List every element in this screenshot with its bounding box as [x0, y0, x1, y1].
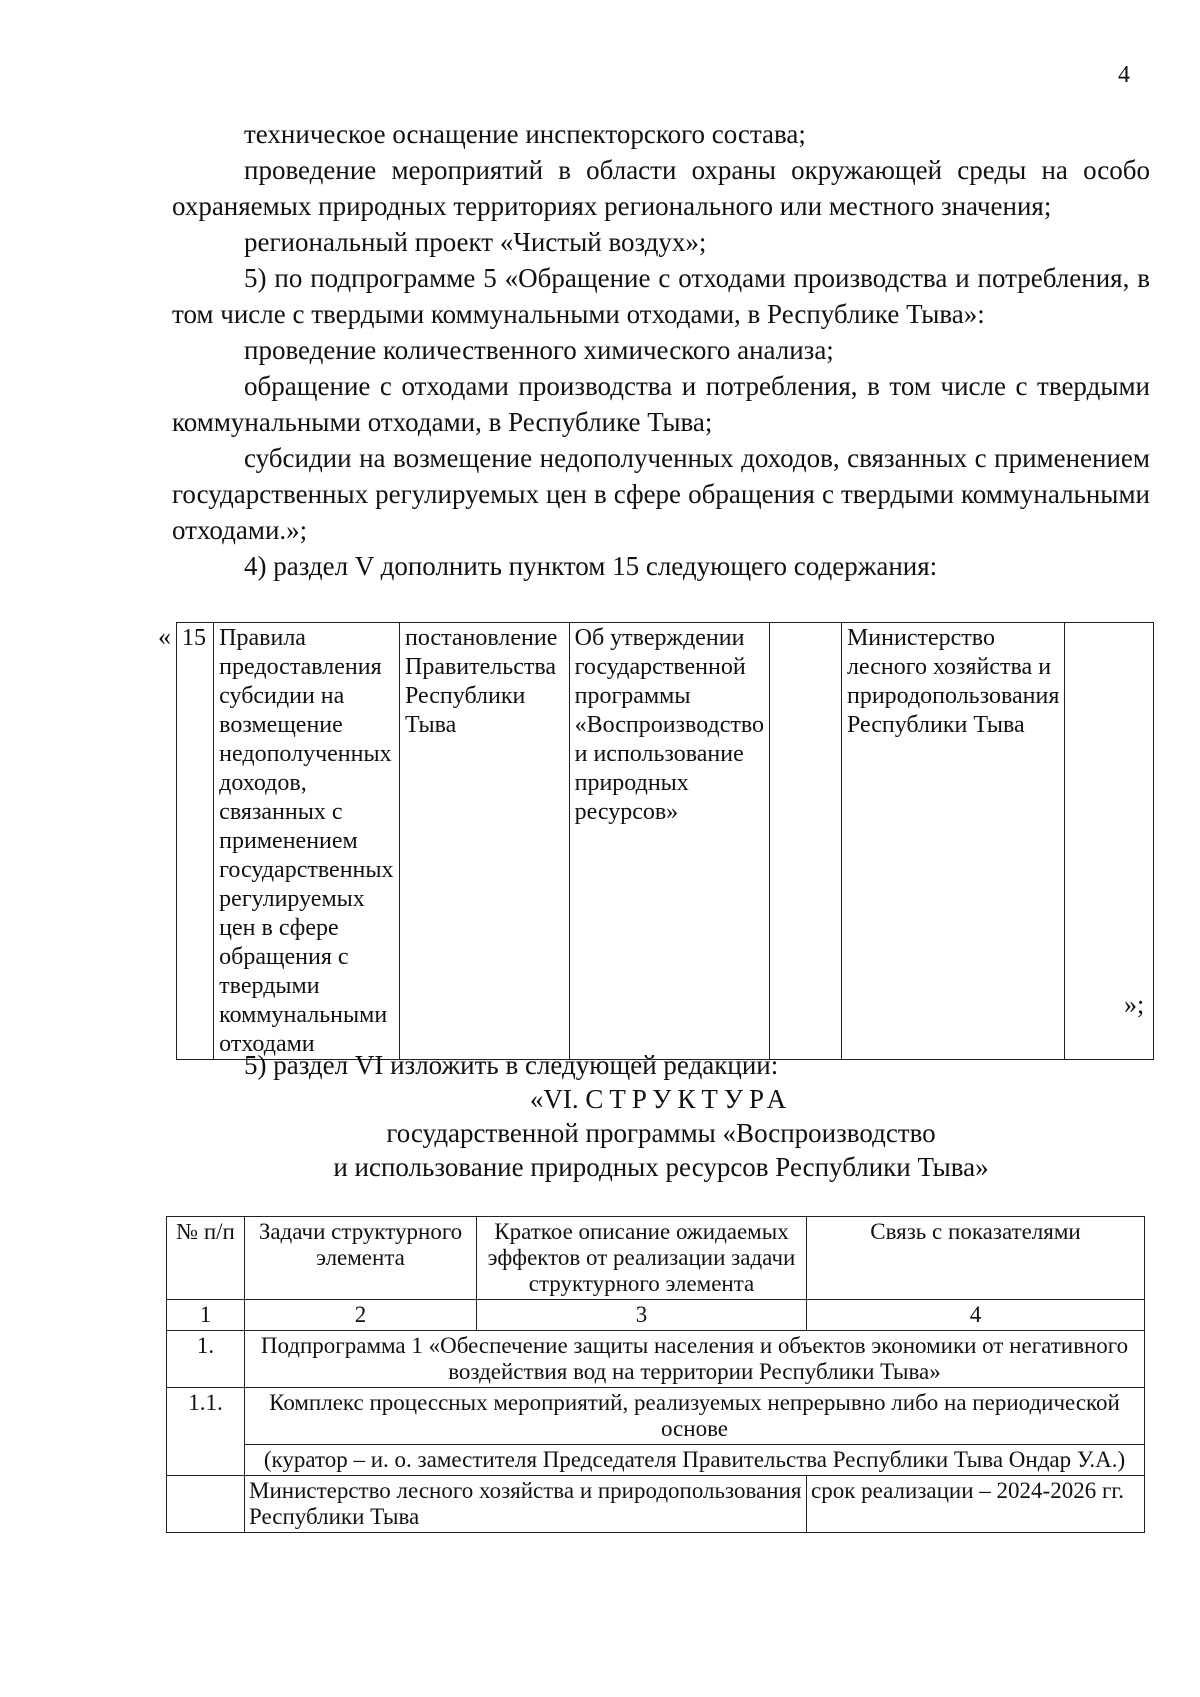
section-title [172, 1082, 1150, 1116]
responsible-text: Министерство лесного хозяйства и природопользования Республики Тыва [245, 1476, 807, 1533]
table-cell-act-type: постановление Правительства Республики Тыва [399, 623, 569, 1060]
table-row [177, 623, 1154, 1060]
column-number: 4 [807, 1300, 1145, 1331]
term-text: срок реализации – 2024-2026 гг. [807, 1476, 1145, 1533]
section-title-prefix: «VI. [529, 1084, 586, 1114]
section-intro: 5) раздел VI изложить в следующей редакции: [244, 1050, 779, 1080]
insert-table [176, 622, 1154, 1060]
section-title-word: СТРУКТУРА [585, 1084, 793, 1114]
paragraph: субсидии на возмещение недополученных доходов, связанных с применением государственных регулируемых цен в сфере обращения с твердыми коммунальными отходами.»; [172, 443, 1150, 545]
header-indicators: Связь с показателями [807, 1217, 1145, 1300]
table-cell-executor: Министерство лесного хозяйства и природопользования Республики Тыва [841, 623, 1064, 1060]
table-cell-number: 15 [177, 623, 214, 1060]
table-header-row [167, 1217, 1145, 1300]
section-vi-header [172, 1048, 1150, 1184]
paragraph: проведение мероприятий в области охраны окружающей среды на особо охраняемых природных территориях регионального или местного значения; [172, 155, 1150, 221]
header-number: № п/п [167, 1217, 245, 1300]
table-row [167, 1445, 1145, 1476]
subprogram-number: 1. [167, 1331, 245, 1388]
section-subtitle-line: государственной программы «Воспроизводство [386, 1118, 936, 1148]
table-cell-act-name: Об утверждении государственной программы «Воспроизводство и использование природных ресурсов» [569, 623, 769, 1060]
paragraph: региональный проект «Чистый воздух»; [244, 227, 707, 257]
page-number: 4 [1118, 62, 1130, 88]
header-tasks: Задачи структурного элемента [245, 1217, 477, 1300]
table-row [167, 1476, 1145, 1533]
table-cell-empty [167, 1476, 245, 1533]
opening-quote: « [158, 622, 171, 651]
complex-number: 1.1. [167, 1388, 245, 1476]
curator-text: (куратор – и. о. заместителя Председателя Правительства Республики Тыва Ондар У.А.) [245, 1445, 1145, 1476]
column-number: 1 [167, 1300, 245, 1331]
table-row [167, 1300, 1145, 1331]
body-text [172, 116, 1150, 584]
subprogram-title: Подпрограмма 1 «Обеспечение защиты населения и объектов экономики от негативного воздействия вод на территории Республики Тыва» [245, 1331, 1145, 1388]
column-number: 3 [477, 1300, 807, 1331]
complex-title: Комплекс процессных мероприятий, реализуемых непрерывно либо на периодической основе [245, 1388, 1145, 1445]
header-effects: Краткое описание ожидаемых эффектов от реализации задачи структурного элемента [477, 1217, 807, 1300]
table-cell-empty [770, 623, 842, 1060]
closing-quote: »; [1124, 990, 1145, 1019]
table-cell-name: Правила предоставления субсидии на возмещение недополученных доходов, связанных с применением государственных регулируемых цен в сфере обращения с твердыми коммунальными отходами [214, 623, 400, 1060]
paragraph: обращение с отходами производства и потребления, в том числе с твердыми коммунальными отходами, в Республике Тыва; [172, 371, 1150, 437]
paragraph: проведение количественного химического анализа; [244, 335, 834, 365]
table-row [167, 1331, 1145, 1388]
paragraph: 4) раздел V дополнить пунктом 15 следующего содержания: [244, 551, 938, 581]
section-subtitle-line: и использование природных ресурсов Республики Тыва» [333, 1152, 989, 1182]
paragraph: 5) по подпрограмме 5 «Обращение с отходами производства и потребления, в том числе с твердыми коммунальными отходами, в Республике Тыва»: [172, 263, 1150, 329]
structure-table [166, 1216, 1145, 1533]
paragraph: техническое оснащение инспекторского состава; [244, 119, 806, 149]
table-row [167, 1388, 1145, 1445]
column-number: 2 [245, 1300, 477, 1331]
